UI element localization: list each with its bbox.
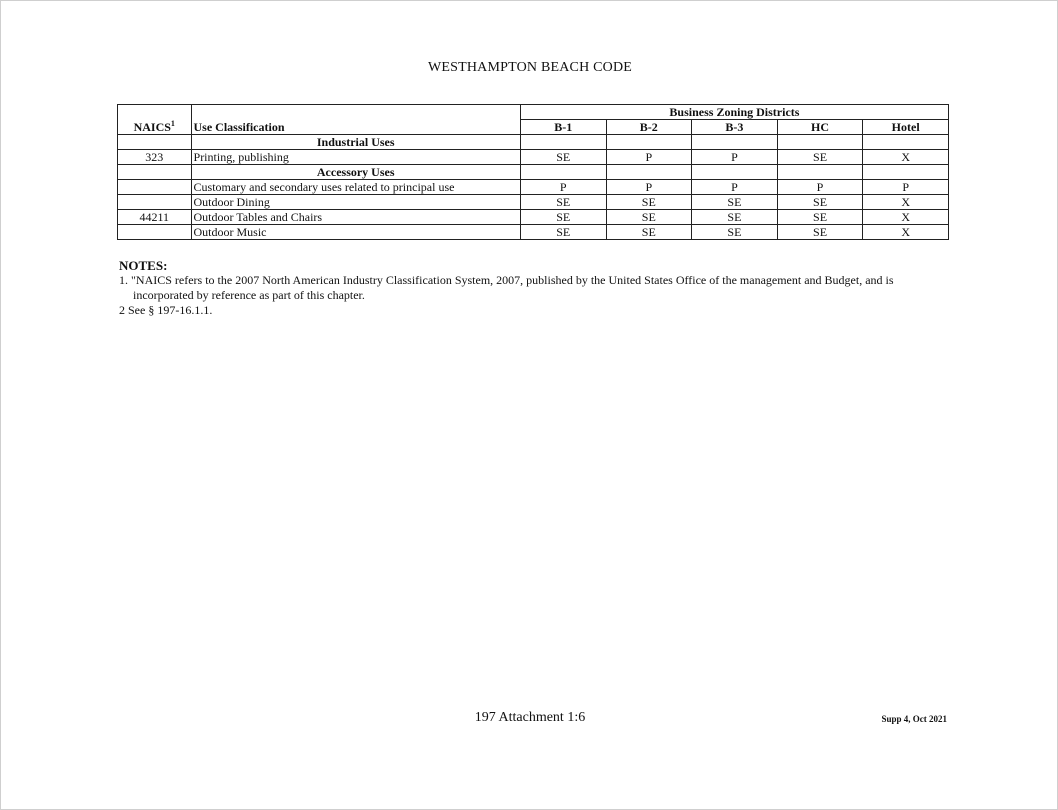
use-classification-label: Use Classification: [193, 120, 285, 134]
table-row: [118, 195, 949, 210]
group-empty-cell: [606, 135, 692, 150]
district-value-cell: SE: [777, 195, 863, 210]
table-row: [118, 150, 949, 165]
table-body: [118, 135, 949, 240]
use-cell: Outdoor Music: [191, 225, 520, 240]
group-empty-cell: [520, 135, 606, 150]
district-value-cell: X: [863, 225, 949, 240]
district-value-cell: SE: [520, 150, 606, 165]
notes-heading: NOTES:: [119, 258, 168, 273]
naics-cell: 44211: [118, 210, 192, 225]
note-1-line-2: incorporated by reference as part of this chapter.: [133, 288, 365, 302]
group-title: Accessory Uses: [191, 165, 520, 180]
group-naics-cell: [118, 135, 192, 150]
group-empty-cell: [692, 135, 778, 150]
district-header-b-1: B-1: [520, 120, 606, 135]
group-empty-cell: [777, 165, 863, 180]
district-value-cell: P: [863, 180, 949, 195]
district-value-cell: SE: [692, 195, 778, 210]
group-header-row: [118, 165, 949, 180]
district-value-cell: SE: [606, 210, 692, 225]
district-value-cell: X: [863, 210, 949, 225]
district-value-cell: SE: [692, 225, 778, 240]
district-value-cell: SE: [606, 225, 692, 240]
district-value-cell: X: [863, 195, 949, 210]
district-value-cell: P: [692, 150, 778, 165]
district-value-cell: SE: [520, 225, 606, 240]
use-cell: Printing, publishing: [191, 150, 520, 165]
district-value-cell: SE: [777, 225, 863, 240]
group-empty-cell: [863, 165, 949, 180]
notes-section: [119, 258, 959, 318]
naics-cell: [118, 180, 192, 195]
group-naics-cell: [118, 165, 192, 180]
table-row: [118, 225, 949, 240]
group-empty-cell: [692, 165, 778, 180]
district-value-cell: SE: [777, 210, 863, 225]
naics-cell: [118, 195, 192, 210]
district-header-hotel: Hotel: [863, 120, 949, 135]
supplement-label: Supp 4, Oct 2021: [881, 714, 947, 724]
district-value-cell: SE: [520, 210, 606, 225]
naics-header-label: NAICS: [133, 120, 171, 134]
naics-cell: 323: [118, 150, 192, 165]
naics-cell: [118, 225, 192, 240]
naics-footnote-marker: 1: [170, 119, 175, 128]
table-row: [118, 210, 949, 225]
group-title: Industrial Uses: [191, 135, 520, 150]
naics-header: [118, 105, 192, 135]
district-value-cell: P: [692, 180, 778, 195]
use-classification-header: [191, 105, 520, 135]
page-number: 197 Attachment 1:6: [474, 710, 586, 725]
use-cell: Customary and secondary uses related to principal use: [191, 180, 520, 195]
group-empty-cell: [520, 165, 606, 180]
district-value-cell: P: [606, 150, 692, 165]
district-value-cell: P: [606, 180, 692, 195]
table-row: [118, 180, 949, 195]
district-value-cell: SE: [777, 150, 863, 165]
district-value-cell: P: [777, 180, 863, 195]
group-empty-cell: [606, 165, 692, 180]
page-title: WESTHAMPTON BEACH CODE: [427, 60, 633, 75]
district-value-cell: SE: [606, 195, 692, 210]
group-empty-cell: [777, 135, 863, 150]
district-header-hc: HC: [777, 120, 863, 135]
use-cell: Outdoor Dining: [191, 195, 520, 210]
district-header-b-2: B-2: [606, 120, 692, 135]
district-value-cell: X: [863, 150, 949, 165]
note-1-line-1: 1. "NAICS refers to the 2007 North American Industry Classification System, 2007, published by the United States Office of the management and Budget, and is: [119, 273, 894, 287]
zoning-table: [117, 104, 949, 240]
group-empty-cell: [863, 135, 949, 150]
district-group-header: Business Zoning Districts: [520, 105, 948, 120]
use-cell: Outdoor Tables and Chairs: [191, 210, 520, 225]
group-header-row: [118, 135, 949, 150]
district-value-cell: SE: [692, 210, 778, 225]
note-2: 2 See § 197-16.1.1.: [119, 303, 213, 317]
district-header-b-3: B-3: [692, 120, 778, 135]
district-value-cell: SE: [520, 195, 606, 210]
district-value-cell: P: [520, 180, 606, 195]
